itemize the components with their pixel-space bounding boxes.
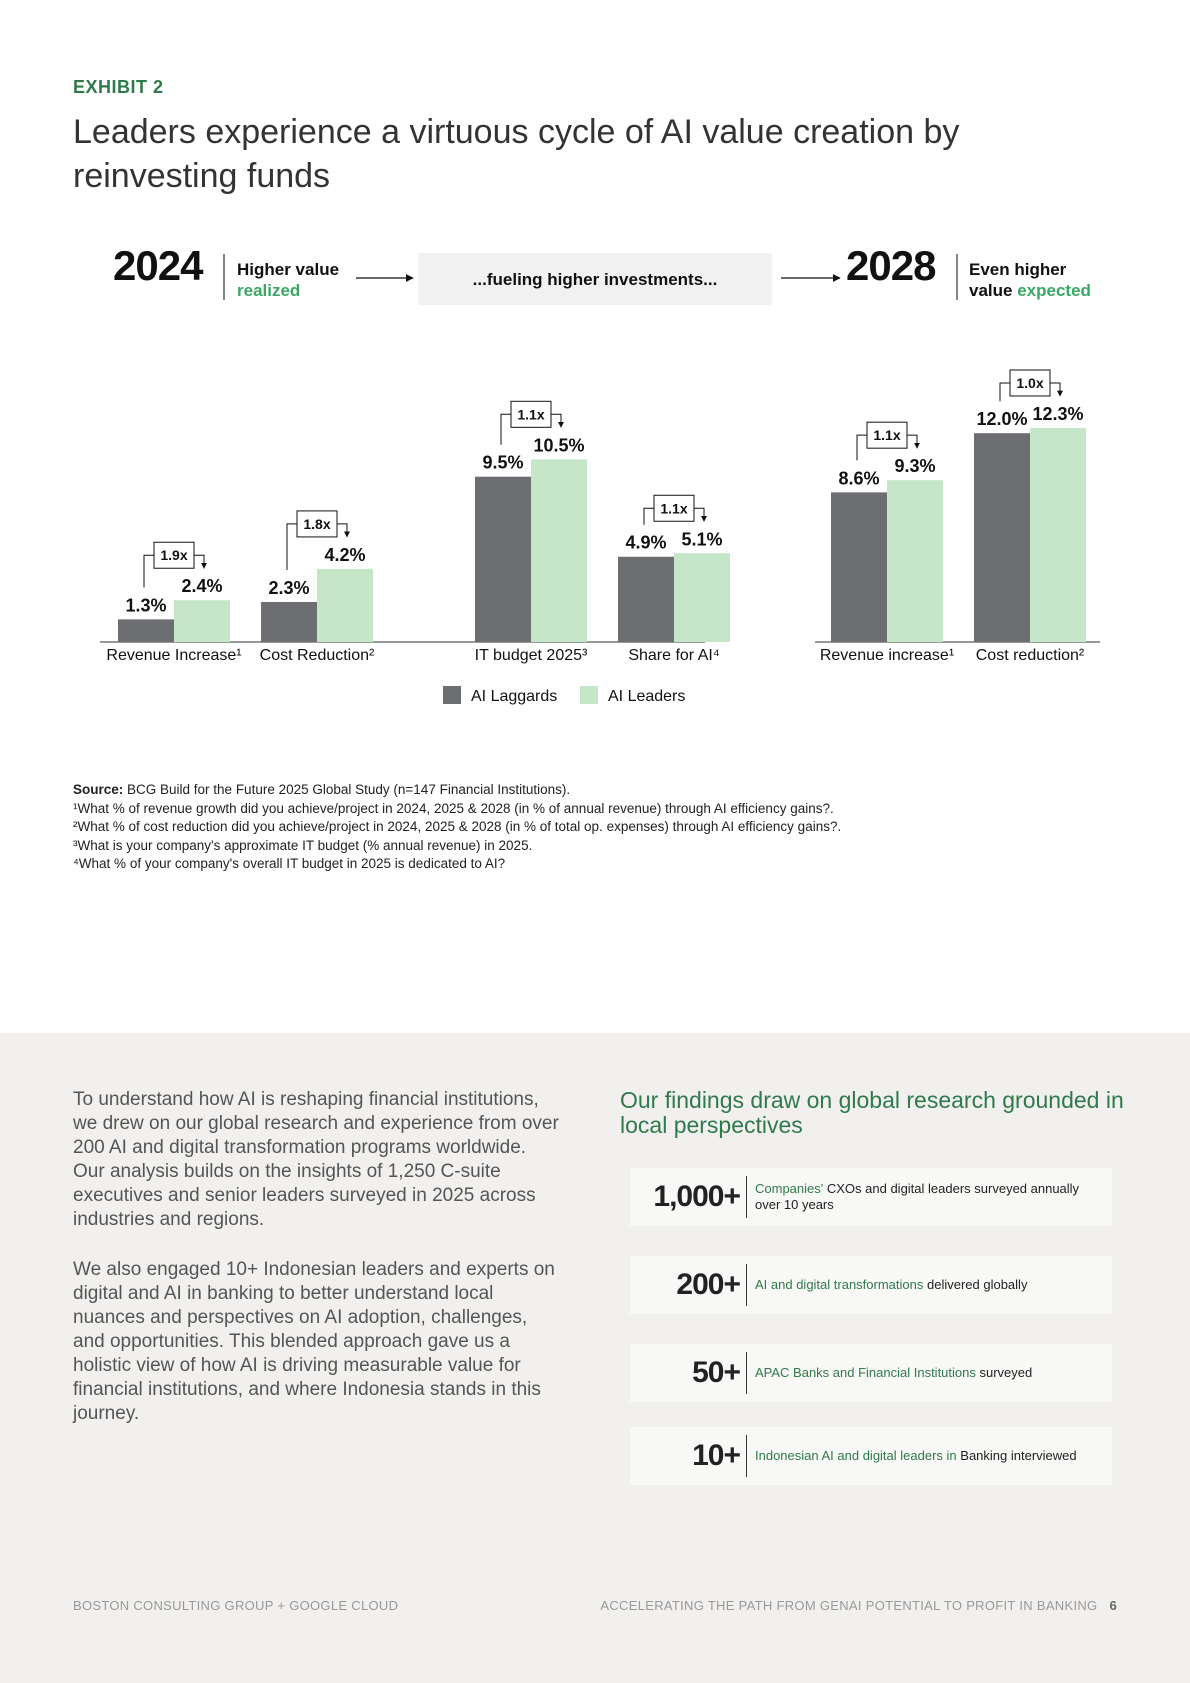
bar-ai-leaders bbox=[317, 569, 373, 642]
multiplier-bracket-left bbox=[1000, 383, 1010, 401]
footnote-2: ²What % of cost reduction did you achieve/project in 2024, 2025 & 2028 (in % of total op. expenses) through AI efficiency gains?. bbox=[73, 819, 842, 834]
category-label: Cost reduction² bbox=[975, 647, 1085, 664]
banner-start-line1: Higher value bbox=[237, 260, 340, 279]
data-label-laggards: 8.6% bbox=[838, 468, 880, 489]
bar-ai-laggards bbox=[118, 619, 174, 642]
source-text: BCG Build for the Future 2025 Global Study (n=147 Financial Institutions). bbox=[123, 782, 571, 797]
stat-highlight: AI and digital transformations bbox=[755, 1277, 924, 1292]
multiplier-label: 1.0x bbox=[1016, 374, 1044, 391]
banner-end-line2 bbox=[969, 281, 1091, 300]
source-label: Source: bbox=[73, 782, 124, 797]
multiplier-bracket-left bbox=[287, 524, 297, 570]
footnote-4: ⁴What % of your company's overall IT budget in 2025 is dedicated to AI? bbox=[73, 856, 506, 871]
intro-paragraph-2: We also engaged 10+ Indonesian leaders and experts on digital and AI in banking to better understand local nuances and perspectives on AI adoption, challenges, and opportunities. This blended approach gave us a holistic view of how AI is driving measurable value for financial institutions, and where Indonesia stands in this journey. bbox=[73, 1259, 555, 1424]
stat-text: Banking interviewed bbox=[956, 1448, 1077, 1463]
stat-highlight: Companies' bbox=[755, 1181, 824, 1196]
stat-text: surveyed bbox=[975, 1365, 1033, 1380]
bottom-section bbox=[0, 1033, 1190, 1683]
multiplier-bracket-arrow bbox=[1050, 383, 1060, 396]
bar-ai-laggards bbox=[831, 492, 887, 642]
stat-card bbox=[630, 1168, 1112, 1226]
bar-ai-laggards bbox=[974, 433, 1030, 642]
intro-paragraph-1: To understand how AI is reshaping financial institutions, we drew on our global research and experience from over 200 AI and digital transformation programs worldwide. Our analysis builds on the insights of 1,250 C-suite executives and senior leaders surveyed in 2025 across industries and regions. bbox=[73, 1089, 559, 1230]
banner-end-line2-plain: value bbox=[969, 281, 1018, 300]
footer-title: ACCELERATING THE PATH FROM GENAI POTENTIAL TO PROFIT IN BANKING bbox=[600, 1598, 1098, 1613]
category-label: Revenue Increase¹ bbox=[106, 647, 242, 664]
category-label: Revenue increase¹ bbox=[819, 647, 955, 664]
multiplier-bracket-arrow bbox=[551, 414, 561, 427]
findings-title: Our findings draw on global research grounded in local perspectives bbox=[620, 1087, 1124, 1138]
category-label: Cost Reduction² bbox=[259, 647, 375, 664]
data-label-laggards: 1.3% bbox=[125, 595, 167, 616]
multiplier-bracket-arrow bbox=[194, 555, 204, 568]
footnote-1: ¹What % of revenue growth did you achieve/project in 2024, 2025 & 2028 (in % of annual revenue) through AI efficiency gains?. bbox=[73, 800, 834, 816]
bar-ai-laggards bbox=[475, 477, 531, 642]
legend-label-laggards: AI Laggards bbox=[471, 688, 558, 705]
multiplier-label: 1.1x bbox=[517, 406, 545, 423]
page-number: 6 bbox=[1109, 1598, 1117, 1613]
bar-ai-leaders bbox=[1030, 428, 1086, 642]
stat-card bbox=[630, 1256, 1112, 1314]
multiplier-label: 1.8x bbox=[303, 515, 331, 532]
stat-number: 50+ bbox=[692, 1356, 740, 1389]
multiplier-label: 1.1x bbox=[660, 500, 688, 517]
multiplier-bracket-arrow bbox=[337, 524, 347, 537]
bar-ai-leaders bbox=[674, 553, 730, 642]
stat-description bbox=[755, 1256, 1105, 1314]
multiplier-bracket-left bbox=[644, 508, 654, 524]
data-label-leaders: 12.3% bbox=[1032, 403, 1084, 424]
multiplier-bracket-left bbox=[501, 414, 511, 444]
stat-description bbox=[755, 1168, 1105, 1226]
bar-ai-leaders bbox=[174, 600, 230, 642]
footer-left: BOSTON CONSULTING GROUP + GOOGLE CLOUD bbox=[73, 1598, 399, 1613]
data-label-laggards: 4.9% bbox=[625, 532, 667, 553]
data-label-leaders: 2.4% bbox=[181, 576, 223, 597]
stat-number: 1,000+ bbox=[653, 1180, 740, 1213]
multiplier-bracket-arrow bbox=[694, 508, 704, 521]
legend-swatch-leaders bbox=[580, 686, 598, 704]
stat-number: 10+ bbox=[692, 1439, 740, 1472]
legend-swatch-laggards bbox=[443, 686, 461, 704]
legend-label-leaders: AI Leaders bbox=[608, 688, 686, 705]
multiplier-bracket-left bbox=[144, 555, 154, 587]
multiplier-bracket-arrow bbox=[907, 435, 917, 448]
stat-highlight: APAC Banks and Financial Institutions bbox=[755, 1365, 976, 1380]
stat-highlight: Indonesian AI and digital leaders in bbox=[755, 1448, 957, 1463]
stat-description bbox=[755, 1427, 1105, 1485]
stat-text: CXOs and digital leaders surveyed annually over 10 years bbox=[755, 1181, 1080, 1212]
bar-ai-laggards bbox=[618, 557, 674, 642]
bar-ai-leaders bbox=[531, 459, 587, 642]
stat-description bbox=[755, 1344, 1105, 1402]
stat-divider bbox=[746, 1176, 747, 1218]
stat-card bbox=[630, 1344, 1112, 1402]
stat-text: delivered globally bbox=[923, 1277, 1028, 1292]
category-label: IT budget 2025³ bbox=[474, 647, 588, 664]
data-label-laggards: 12.0% bbox=[976, 409, 1028, 430]
data-label-leaders: 10.5% bbox=[533, 435, 585, 456]
stat-number: 200+ bbox=[676, 1268, 740, 1301]
category-label: Share for AI⁴ bbox=[628, 647, 720, 664]
banner-middle-text: ...fueling higher investments... bbox=[472, 270, 718, 289]
banner-start-line2: realized bbox=[237, 281, 301, 300]
banner-end-line2-green: expected bbox=[1017, 281, 1091, 300]
source-line bbox=[73, 781, 1113, 800]
multiplier-label: 1.1x bbox=[873, 427, 901, 444]
banner-end-line1: Even higher bbox=[969, 260, 1067, 279]
stat-divider bbox=[746, 1352, 747, 1394]
page-title: Leaders experience a virtuous cycle of AI value creation by reinvesting funds bbox=[73, 113, 960, 195]
data-label-leaders: 5.1% bbox=[681, 529, 723, 550]
stat-divider bbox=[746, 1264, 747, 1306]
bar-chart bbox=[0, 240, 1190, 730]
footer-right bbox=[600, 1598, 1117, 1613]
data-label-leaders: 9.3% bbox=[894, 456, 936, 477]
notes bbox=[73, 781, 1113, 874]
year-2028: 2028 bbox=[846, 242, 936, 289]
year-2024: 2024 bbox=[113, 242, 203, 289]
exhibit-label: EXHIBIT 2 bbox=[73, 77, 164, 97]
data-label-leaders: 4.2% bbox=[324, 544, 366, 565]
stat-card bbox=[630, 1427, 1112, 1485]
stat-divider bbox=[746, 1435, 747, 1477]
intro-text bbox=[73, 1088, 563, 1452]
footnote-3: ³What is your company's approximate IT budget (% annual revenue) in 2025. bbox=[73, 837, 533, 853]
multiplier-label: 1.9x bbox=[160, 547, 188, 564]
bar-ai-laggards bbox=[261, 602, 317, 642]
bar-ai-leaders bbox=[887, 480, 943, 642]
data-label-laggards: 2.3% bbox=[268, 577, 310, 598]
multiplier-bracket-left bbox=[857, 435, 867, 460]
data-label-laggards: 9.5% bbox=[482, 452, 524, 473]
